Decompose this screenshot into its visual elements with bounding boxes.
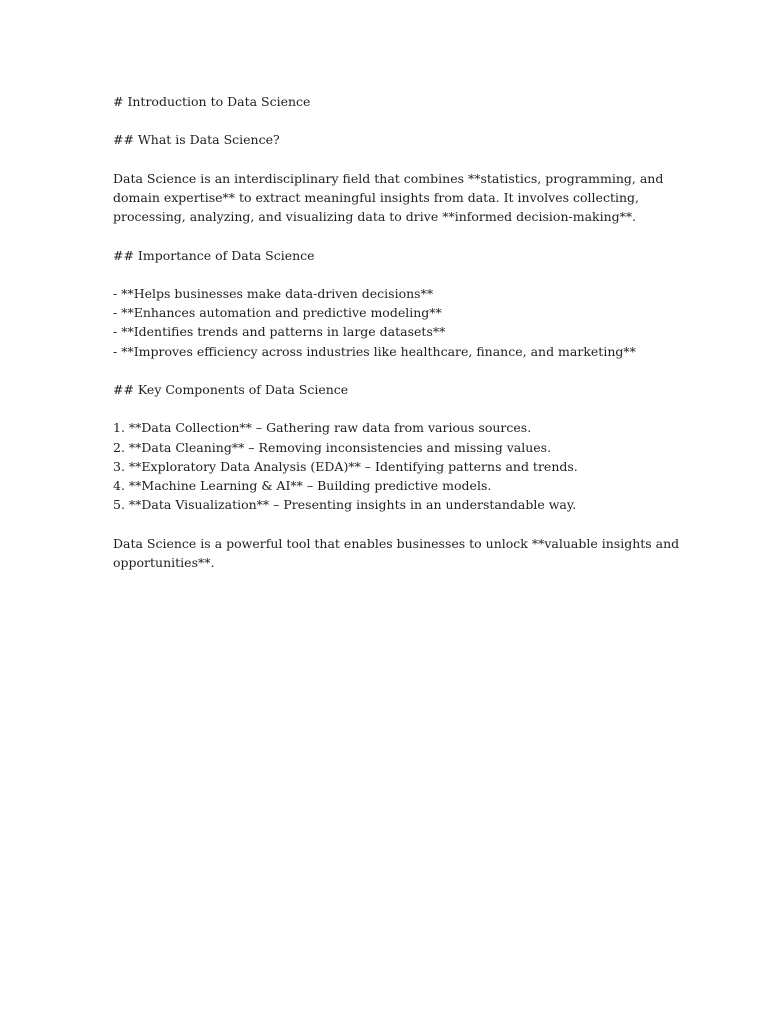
spacer (113, 226, 673, 245)
document-page (113, 92, 680, 572)
section-heading-importance: ## Importance of Data Science (113, 247, 315, 263)
spacer (113, 265, 673, 284)
section-heading-components: ## Key Components of Data Science (113, 381, 349, 397)
section-heading-what: ## What is Data Science? (113, 132, 280, 148)
spacer (113, 111, 673, 130)
paragraph-line: domain expertise** to extract meaningful insights from data. It involves collecting, (113, 189, 639, 205)
bullet-item: - **Improves efficiency across industries like healthcare, finance, and marketing** (113, 343, 636, 359)
closing-line: opportunities**. (113, 554, 215, 570)
closing-line: Data Science is a powerful tool that enables businesses to unlock **valuable insights and (113, 535, 680, 551)
numbered-item: 1. **Data Collection** – Gathering raw data from various sources. (113, 420, 532, 436)
paragraph-line: Data Science is an interdisciplinary field that combines **statistics, programming, and (113, 170, 664, 186)
spacer (113, 399, 673, 418)
spacer (113, 361, 673, 380)
bullet-item: - **Enhances automation and predictive modeling** (113, 305, 442, 321)
bullet-item: - **Helps businesses make data-driven decisions** (113, 285, 434, 301)
numbered-item: 2. **Data Cleaning** – Removing inconsistencies and missing values. (113, 439, 552, 455)
bullet-item: - **Identifies trends and patterns in large datasets** (113, 324, 446, 340)
spacer (113, 514, 673, 533)
numbered-item: 4. **Machine Learning & AI** – Building predictive models. (113, 477, 492, 493)
numbered-item: 5. **Data Visualization** – Presenting insights in an understandable way. (113, 497, 577, 513)
numbered-item: 3. **Exploratory Data Analysis (EDA)** – Identifying patterns and trends. (113, 458, 578, 474)
spacer (113, 150, 673, 169)
document-title: # Introduction to Data Science (113, 94, 311, 109)
paragraph-line: processing, analyzing, and visualizing data to drive **informed decision-making**. (113, 209, 637, 225)
